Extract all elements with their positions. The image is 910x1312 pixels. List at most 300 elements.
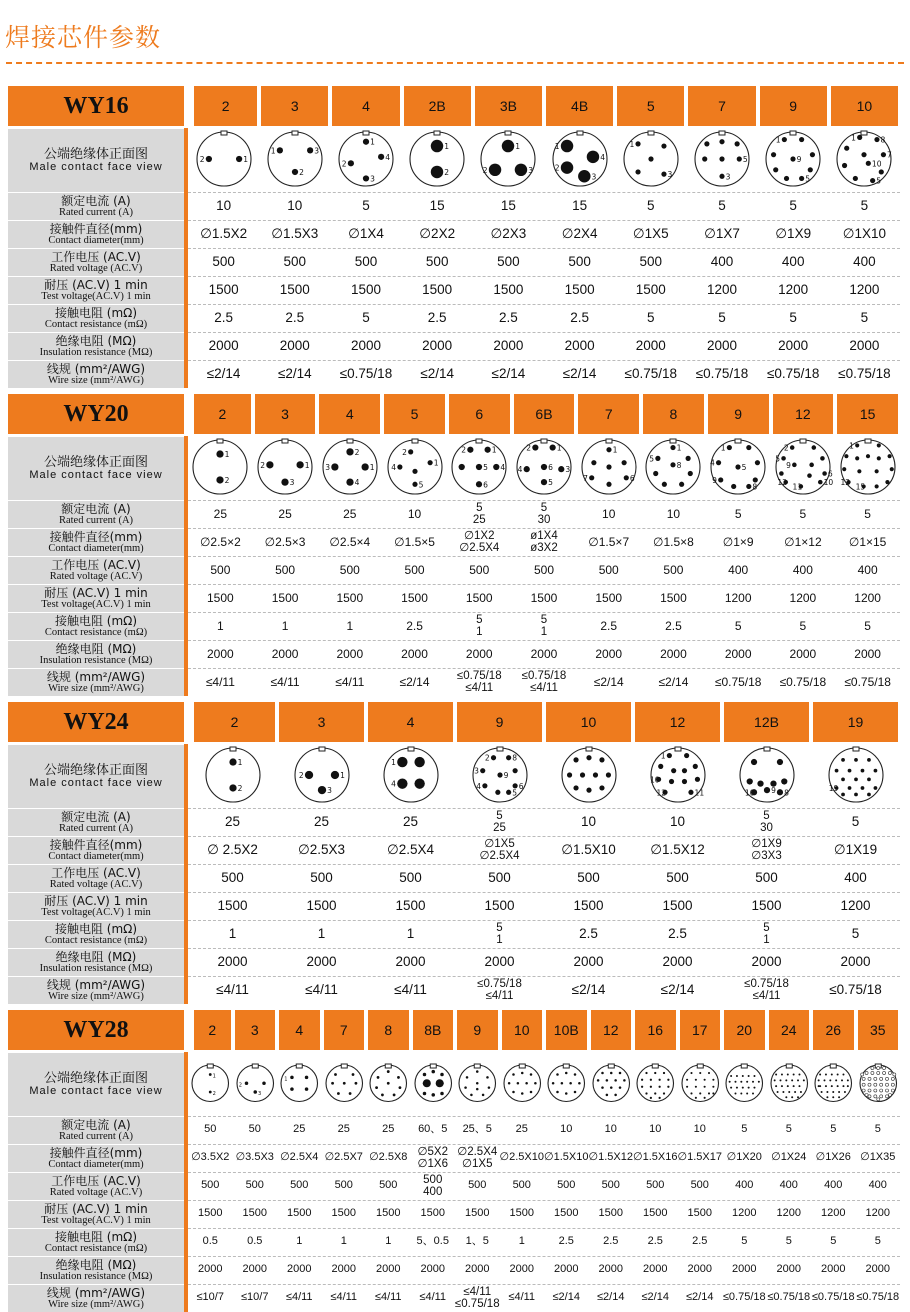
contact-pin [493, 464, 499, 470]
spec-value-line: ≤0.75/18 [477, 977, 522, 990]
contact-pin [331, 1082, 334, 1085]
insulator-face-icon [501, 1062, 544, 1105]
row-label-zh: 接触电阻 (mΩ) [54, 921, 138, 936]
spec-value: ∅1X26 [815, 1151, 851, 1164]
spec-value: 1200 [849, 281, 880, 297]
spec-value: 25 [224, 813, 241, 829]
spec-value: 500 [468, 1179, 487, 1192]
spec-value: 2000 [821, 1263, 846, 1276]
insulator-face-icon [470, 745, 530, 805]
contact-pin [867, 758, 871, 762]
contact-pin [397, 464, 402, 469]
spec-value: ≤2/14 [399, 674, 430, 689]
insulator-face-icon [737, 745, 797, 805]
spec-value-line: ∅1X5 [484, 837, 515, 850]
spec-value: 0.5 [247, 1235, 263, 1248]
contact-pin [841, 1079, 843, 1081]
contact-pin [663, 1072, 665, 1074]
row-divider [188, 920, 900, 921]
contact-pin [719, 174, 724, 179]
row-label-en: Test voltage(AC.V) 1 min [41, 291, 151, 303]
row-divider [188, 640, 900, 641]
contact-face-diagram [835, 436, 900, 498]
model-header: 7 [578, 394, 639, 434]
spec-value [447, 668, 512, 696]
contact-pin [862, 1083, 865, 1086]
contact-pin [618, 1072, 621, 1075]
spec-value: 500 [212, 253, 235, 269]
contact-pin [888, 1093, 891, 1096]
contact-pin [654, 1072, 656, 1074]
contact-pin [876, 1071, 879, 1074]
contact-pin [792, 1085, 794, 1087]
spec-value: 5 [785, 1235, 792, 1248]
row-label-zh: 接触件直径(mm) [49, 529, 143, 544]
pin-number: 2 [554, 163, 560, 173]
contact-pin [560, 140, 572, 152]
pin-number: 10 [823, 478, 833, 488]
spec-value: 5 [874, 1235, 881, 1248]
pin-number: 5 [775, 454, 780, 464]
spec-value: 5 [789, 197, 797, 213]
contact-pin [798, 1073, 800, 1075]
contact-pin [736, 1075, 738, 1077]
spec-value: 15 [429, 197, 445, 213]
contact-pin [873, 1077, 876, 1080]
contact-pin [614, 1093, 617, 1096]
model-header: 15 [837, 394, 898, 434]
contact-pin [835, 1079, 837, 1081]
spec-value: 25 [213, 506, 228, 521]
spec-value: 25、5 [462, 1123, 492, 1136]
contact-pin [873, 1083, 876, 1086]
row-label-en: Rated current (A) [58, 207, 134, 219]
contact-pin [681, 779, 686, 784]
contact-pin [671, 462, 676, 467]
contact-face-diagram [259, 128, 330, 190]
spec-value: 5 [362, 309, 370, 325]
key-notch [412, 439, 418, 443]
contact-pin [606, 482, 611, 487]
contact-pin [378, 154, 384, 160]
contact-face-diagram [856, 1052, 901, 1114]
row-label-zh: 线规 (mm²/AWG) [46, 977, 146, 992]
pin-number: 12 [777, 478, 787, 488]
spec-value: 400 [779, 1179, 798, 1192]
spec-value: ∅1.5X2 [200, 225, 248, 241]
contact-pin [412, 482, 417, 487]
spec-value: 2.5 [558, 1235, 574, 1248]
contact-pin [552, 1082, 555, 1085]
row-divider [188, 836, 900, 837]
row-divider [188, 1172, 900, 1173]
contact-pin [818, 480, 823, 485]
key-notch [474, 1064, 480, 1068]
spec-value: 1200 [840, 897, 871, 913]
spec-value: ≤2/14 [660, 981, 695, 997]
row-divider [188, 1228, 900, 1229]
contact-pin [512, 768, 517, 773]
row-divider [188, 500, 900, 501]
key-notch [800, 439, 806, 443]
spec-value-line: 5 [476, 613, 483, 626]
pin-number: 4 [390, 779, 396, 789]
spec-value: 1500 [465, 590, 493, 605]
contact-pin [779, 1079, 781, 1081]
spec-value: 2000 [217, 953, 248, 969]
spec-value: 2000 [271, 646, 299, 661]
contact-face-diagram [188, 436, 253, 498]
pin-number: 1 [775, 135, 781, 145]
contact-pin [550, 444, 556, 450]
spec-value: ≤4/11 [335, 674, 365, 689]
spec-value: 2000 [564, 337, 595, 353]
contact-pin [736, 1086, 738, 1088]
pin-number: 12 [655, 788, 666, 798]
contact-pin [847, 1079, 849, 1081]
spec-value: 25 [293, 1123, 306, 1136]
contact-pin [476, 1070, 479, 1073]
pin-number: 15 [855, 482, 865, 492]
spec-value: 5 [734, 506, 742, 521]
spec-value: 2.5 [603, 1235, 619, 1248]
row-divider [188, 248, 900, 249]
contact-pin [807, 473, 812, 478]
contact-pin [752, 1092, 754, 1094]
contact-pin [387, 1070, 390, 1073]
contact-face-diagram [277, 744, 366, 806]
spec-value: ≤4/11 [285, 1291, 313, 1304]
spec-value: ∅1X10 [842, 225, 887, 241]
row-label-zh: 额定电流 (A) [61, 809, 131, 824]
contact-pin [686, 456, 691, 461]
contact-pin [790, 445, 795, 450]
contact-pin [541, 464, 547, 470]
pin-number: 2 [260, 460, 266, 470]
spec-value: ≤2/14 [491, 365, 526, 381]
spec-value: ∅1X9 [775, 225, 812, 241]
model-header: 35 [858, 1010, 899, 1050]
model-header: 3 [261, 86, 328, 126]
spec-value: 500 [488, 869, 511, 885]
spec-value-line: ≤0.75/18 [744, 977, 789, 990]
spec-value-line: ≤0.75/18 [454, 1298, 500, 1310]
contact-pin [797, 1096, 799, 1098]
spec-value: 5 [860, 197, 869, 213]
contact-pin [718, 477, 723, 482]
pin-number: 8 [677, 460, 682, 470]
contact-pin [488, 1086, 491, 1089]
spec-value: 10 [649, 1123, 662, 1136]
spec-value: 500 [533, 562, 554, 577]
contact-pin [826, 1096, 828, 1098]
spec-value-line: ≤0.75/18 [521, 669, 567, 682]
contact-pin [346, 478, 353, 485]
spec-value: 1500 [595, 590, 623, 605]
insulator-face-icon [203, 745, 263, 805]
spec-value: 2000 [401, 646, 428, 661]
spec-value [512, 528, 577, 556]
contact-pin [573, 757, 578, 762]
contact-pin [297, 461, 304, 468]
pin-number: 1 [284, 1076, 288, 1083]
model-header: 7 [324, 1010, 365, 1050]
spec-value [722, 836, 811, 864]
pin-number: 6 [629, 473, 635, 483]
contact-pin [792, 1073, 794, 1075]
insulator-outline [384, 748, 438, 802]
contact-pin [740, 1081, 742, 1083]
key-notch [652, 1064, 658, 1068]
contact-pin [661, 172, 666, 177]
row-label-zh: 线规 (mm²/AWG) [46, 1285, 146, 1300]
contact-pin [686, 1085, 688, 1087]
spec-value: 400 [781, 253, 805, 269]
contact-face-diagram [767, 1052, 812, 1114]
row-label-en: Test voltage(AC.V) 1 min [41, 907, 151, 919]
key-notch [519, 1064, 525, 1068]
contact-pin [844, 1091, 846, 1093]
row-label-zh: 工作电压 (AC.V) [51, 865, 141, 880]
model-header: 3 [255, 394, 316, 434]
contact-pin [671, 768, 676, 773]
model-header: 24 [769, 1010, 810, 1050]
pin-number: 1 [370, 137, 375, 147]
contact-pin [752, 1081, 754, 1083]
model-header: 12B [724, 702, 809, 742]
key-notch [434, 131, 440, 135]
row-label-zh: 耐压 (AC.V) 1 min [44, 277, 148, 292]
spec-section [8, 86, 900, 388]
spec-value: ∅2X3 [490, 225, 527, 241]
spec-value: 1200 [724, 590, 752, 605]
contact-pin [229, 784, 236, 791]
contact-pin [346, 448, 353, 455]
key-notch [347, 439, 353, 443]
spec-value-line: 1 [496, 934, 503, 946]
contact-pin [641, 1078, 643, 1080]
model-header: 17 [680, 1010, 721, 1050]
spec-value: 10 [407, 506, 422, 521]
spec-value: ∅1.5X12 [650, 841, 705, 857]
contact-pin [422, 1091, 426, 1095]
contact-pin [565, 1072, 568, 1075]
row-label-en: Wire size (mm²/AWG) [48, 991, 144, 1003]
label-column [8, 128, 184, 388]
spec-value: 1500 [635, 281, 666, 297]
contact-pin [635, 169, 640, 174]
contact-pin [853, 176, 858, 181]
contact-pin [735, 141, 740, 146]
spec-value [411, 1172, 456, 1200]
spec-value: ∅2.5X7 [324, 1151, 363, 1164]
contact-pin [876, 1098, 879, 1101]
spec-value-line: 30 [760, 822, 773, 834]
contact-pin [331, 463, 338, 470]
key-notch [221, 131, 227, 135]
face-view-label-zh: 公端绝缘体正面图 [43, 454, 148, 470]
contact-pin [847, 1085, 849, 1087]
model-header: 16 [635, 1010, 676, 1050]
spec-value: 2000 [662, 953, 693, 969]
contact-pin [354, 1082, 357, 1085]
contact-pin [606, 447, 611, 452]
row-divider [188, 332, 900, 333]
insulator-outline [593, 1065, 630, 1102]
pin-number: 2 [483, 165, 489, 175]
pin-number: 1 [556, 443, 562, 453]
spec-value: 5 [860, 309, 869, 325]
contact-pin [601, 1086, 604, 1089]
contact-pin [592, 772, 597, 777]
spec-value: 2000 [287, 1263, 312, 1276]
contact-pin [375, 1086, 378, 1089]
insulator-face-icon [412, 1062, 455, 1105]
spec-value: ∅1X35 [860, 1151, 896, 1164]
row-label-en: Contact diameter(mm) [48, 1159, 144, 1171]
insulator-face-icon [634, 1062, 677, 1105]
spec-value: 500 [339, 562, 360, 577]
spec-value: ≤0.75/18 [722, 1291, 766, 1304]
spec-value: 2000 [706, 337, 737, 353]
spec-value [447, 528, 512, 556]
spec-value-line: ≤4/11 [530, 682, 558, 694]
contact-pin [694, 777, 699, 782]
contact-face-diagram [382, 436, 447, 498]
pin-number: 8 [880, 135, 886, 145]
row-divider [188, 976, 900, 977]
spec-value: 500 [310, 869, 333, 885]
contact-pin [661, 143, 666, 148]
insulator-face-icon [768, 1062, 811, 1105]
pin-number: 6 [827, 469, 833, 479]
spec-value: 400 [824, 1179, 843, 1192]
contact-pin [654, 471, 659, 476]
spec-value: 400 [735, 1179, 754, 1192]
key-notch [586, 747, 592, 751]
spec-value: 2000 [687, 1263, 712, 1276]
contact-pin [351, 1073, 354, 1076]
row-divider [188, 892, 900, 893]
contact-pin [666, 753, 671, 758]
spec-value: 2000 [530, 646, 558, 661]
contact-face-diagram [811, 1052, 856, 1114]
contact-pin [650, 1096, 652, 1098]
contact-pin [870, 1071, 873, 1074]
insulator-face-icon [763, 129, 823, 189]
face-view-label-en: Male contact face view [29, 776, 163, 789]
spec-value: ≤4/11 [330, 1291, 358, 1304]
spec-value: 500 [379, 1179, 398, 1192]
contact-pin [799, 1091, 801, 1093]
model-header: 4 [368, 702, 453, 742]
contact-pin [712, 1078, 714, 1080]
contact-pin [841, 793, 845, 797]
contact-pin [663, 1092, 665, 1094]
spec-value: ∅1.5X17 [677, 1151, 722, 1164]
pin-number: 2 [237, 783, 242, 793]
spec-value: 5 [741, 1235, 748, 1248]
pin-number: 7 [887, 150, 893, 160]
contact-pin [780, 1073, 782, 1075]
key-notch [861, 131, 867, 135]
spec-value [722, 808, 811, 836]
contact-pin [605, 1079, 608, 1082]
row-label-en: Rated voltage (AC.V) [49, 1187, 143, 1199]
spec-value: ∅1.5X12 [588, 1151, 633, 1164]
contact-pin [516, 1082, 519, 1085]
spec-value: 1200 [854, 590, 881, 605]
pin-number: 8 [783, 788, 789, 798]
spec-value: 5 [799, 506, 807, 521]
contact-pin [694, 1097, 696, 1099]
contact-pin [854, 777, 858, 781]
spec-value: 1200 [732, 1207, 757, 1220]
spec-value: 500 [425, 253, 449, 269]
key-notch [541, 439, 547, 443]
pin-number: 2 [401, 447, 407, 457]
contact-pin [746, 1081, 748, 1083]
contact-pin [486, 1076, 489, 1079]
spec-value [447, 612, 512, 640]
contact-pin [476, 464, 482, 470]
contact-face-diagram [829, 128, 900, 190]
row-label-zh: 耐压 (AC.V) 1 min [44, 1201, 148, 1216]
pin-number: 1 [660, 751, 666, 761]
contact-pin [648, 156, 653, 161]
contact-pin [609, 1072, 612, 1075]
row-label-en: Wire size (mm²/AWG) [48, 375, 144, 387]
spec-value: 1200 [776, 1207, 801, 1220]
pin-number: 4 [354, 478, 360, 488]
spec-value: ≤0.75/18 [339, 365, 393, 381]
spec-value-line: 5 [540, 613, 548, 626]
insulator-outline [206, 748, 260, 802]
spec-value: 2000 [420, 1263, 445, 1276]
row-label-zh: 线规 (mm²/AWG) [46, 669, 146, 684]
row-divider [188, 1200, 900, 1201]
insulator-face-icon [559, 745, 619, 805]
spec-value: 500 [646, 1179, 665, 1192]
spec-value: 1500 [493, 281, 524, 297]
contact-pin [656, 456, 661, 461]
spec-value [512, 668, 577, 696]
key-notch [608, 1064, 614, 1068]
row-divider [188, 220, 900, 221]
spec-value: 400 [710, 253, 734, 269]
model-header: 10 [546, 702, 631, 742]
contact-pin [847, 769, 851, 773]
contact-pin [618, 1086, 621, 1089]
spec-value: 2000 [395, 953, 426, 969]
contact-pin [857, 135, 862, 140]
spec-value: ≤0.75/18 [811, 1291, 855, 1304]
contact-pin [841, 758, 845, 762]
row-label-zh: 接触件直径(mm) [49, 221, 143, 236]
spec-value: ∅2.5X8 [369, 1151, 408, 1164]
face-view-label-zh: 公端绝缘体正面图 [43, 1070, 148, 1086]
spec-value: 1500 [530, 590, 558, 605]
spec-value: 2000 [660, 646, 687, 661]
model-header: 2 [194, 1010, 231, 1050]
row-label-en: Rated voltage (AC.V) [49, 263, 143, 275]
spec-value: ∅1.5×7 [588, 534, 630, 549]
contact-pin [819, 1073, 821, 1075]
spec-value: 500 [354, 253, 378, 269]
row-divider [188, 1144, 900, 1145]
row-label-en: Contact diameter(mm) [48, 543, 144, 555]
section-title: WY16 [8, 86, 184, 126]
